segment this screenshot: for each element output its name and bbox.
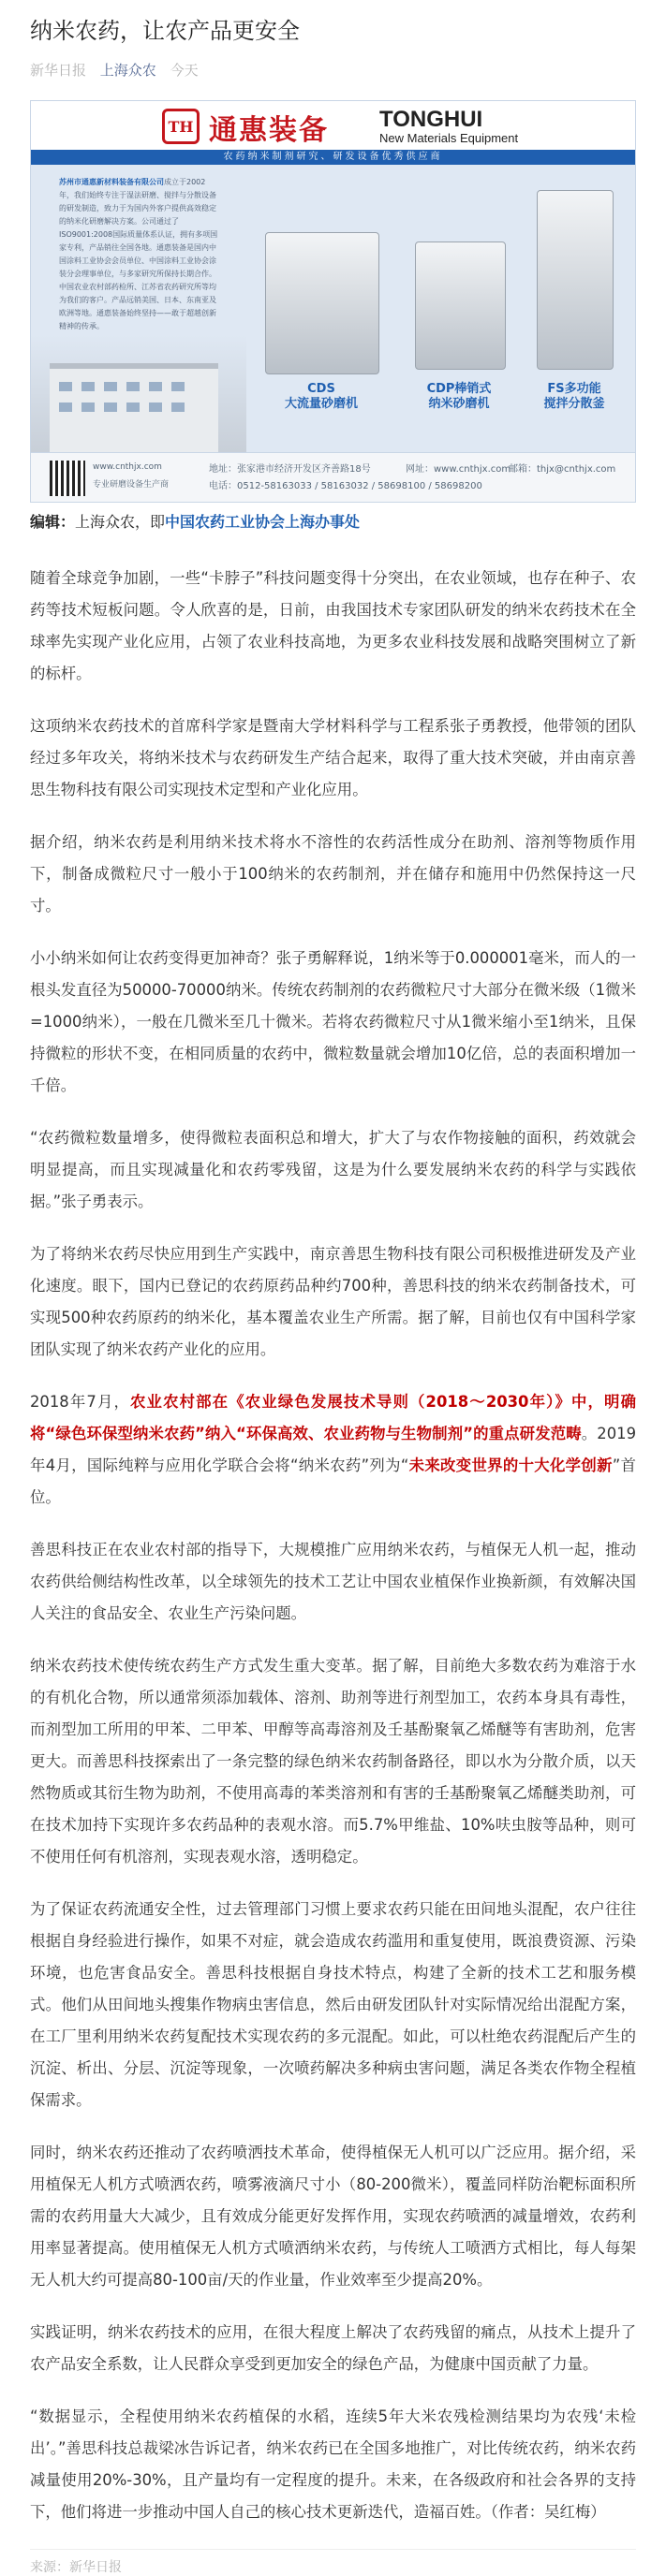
- machine-name: FS多功能: [547, 382, 601, 396]
- machine-label-cds: [256, 382, 387, 412]
- building-window: [81, 382, 95, 391]
- brand-name-en: TONGHUI: [379, 107, 483, 132]
- article-footer-source: 来源：新华日报: [30, 2549, 636, 2576]
- paragraph: 这项纳米农药技术的首席科学家是暨南大学材料科学与工程系张子勇教授，他带领的团队经过多年攻关，将纳米技术与农药研发生产结合起来，取得了重大技术突破，并由南京善思生物科技有限公司实现技术定型和产业化应用。: [30, 717, 636, 798]
- text: 。2019年4月，国际纯粹与应用化学联合会将“纳米农药”列为“: [30, 1425, 636, 1474]
- ad-footer-email: 邮箱：thjx@cnthjx.com: [509, 464, 616, 475]
- brand-subtitle: New Materials Equipment: [379, 131, 519, 145]
- ad-footer: [31, 452, 635, 503]
- ad-footer-web: www.cnthjx.com: [93, 462, 162, 472]
- editor-org: 中国农药工业协会上海办事处: [165, 513, 361, 531]
- cdp-machine-image: [415, 242, 506, 370]
- building-window: [171, 402, 185, 412]
- building-window: [104, 402, 117, 412]
- article-meta: [30, 60, 636, 80]
- article-title: 纳米农药，让农产品更安全: [30, 18, 300, 44]
- paragraph: 为了将纳米农药尽快应用到生产实践中，南京善思生物科技有限公司积极推进研发及产业化速度。眼下，国内已登记的农药原药品种约700种，善思科技的纳米农药制备技术，可实现500种农药原药的纳米化，基本覆盖农业生产所需。据了解，目前也仅有中国科学家团队实现了纳米农药产业化的应用。: [30, 1245, 636, 1358]
- ad-footer-left: 专业研磨设备生产商: [93, 480, 170, 490]
- building-window: [126, 382, 140, 391]
- editor-name: 上海众农，即: [75, 513, 166, 531]
- machine-subtitle: 大流量砂磨机: [284, 397, 358, 411]
- machine-label-fs: [523, 382, 626, 412]
- tonghui-logo-icon: TH: [162, 109, 200, 144]
- paragraph: “数据显示，全程使用纳米农药植保的水稻，连续5年大米农残检测结果均为农残‘未检出’。”善思科技总裁梁冰告诉记者，纳米农药已在全国多地推广，对比传统农药，纳米农药减量使用20%-30%，且产量均有一定程度的提升。未来，在各级政府和社会各界的支持下，他们将进一步推动中国人自己的核心技术更新迭代，造福百姓。（作者：吴红梅）: [30, 2408, 636, 2521]
- paragraph: 同时，纳米农药还推动了农药喷洒技术革命，使得植保无人机可以广泛应用。据介绍，采用植保无人机方式喷洒农药，喷雾液滴尺寸小（80-200微米），覆盖同样防治靶标面积所需的农药用量大大减少，且有效成分能更好发挥作用，实现农药喷洒的减量增效，农药利用率显著提高。使用植保无人机方式喷洒纳米农药，与传统人工喷洒方式相比，每人每架无人机大约可提高80-100亩/天的作业量，作业效率至少提高20%。: [30, 2144, 636, 2289]
- advertisement-banner: [30, 100, 636, 503]
- building-window: [171, 382, 185, 391]
- fs-machine-image: [537, 190, 614, 370]
- ad-company-intro: [59, 176, 218, 333]
- ad-intro-text: 成立于2002年，我们始终专注于湿法研磨、搅拌与分散设备的研发制造，致力于为国内外客户提供高效稳定的纳米化研磨解决方案。公司通过了ISO9001:2008国际质量体系认证，拥有多项国家专利，产品销往全国各地。通惠装备是国内中国涂料工业协会会员单位、中国涂料工业协会涂装分会理事单位，与多家研究所保持长期合作。中国农业农村部药检所、江苏省农药研究所等均为我们的客户。产品远销美国、日本、东南亚及欧洲等地。通惠装备始终坚持——敢于超越创新精神的传承。: [59, 178, 218, 330]
- machine-subtitle: 纳米砂磨机: [428, 397, 490, 411]
- machine-name: CDS: [307, 382, 335, 396]
- paragraph: 据介绍，纳米农药是利用纳米技术将水不溶性的农药活性成分在助剂、溶剂等物质作用下，制备成微粒尺寸一般小于100纳米的农药制剂，并在储存和施用中仍然保持这一尺寸。: [30, 833, 636, 915]
- highlight-text: 农业农村部在《农业绿色发展技术导则（2018～2030年）》中，明确将“绿色环保型纳米农药”纳入“环保高效、农业药物与生物制剂”的重点研发范畴: [30, 1393, 636, 1442]
- building-window: [126, 402, 140, 412]
- paragraph: 善思科技正在农业农村部的指导下，大规模推广应用纳米农药，与植保无人机一起，推动农药供给侧结构性改革，以全球领先的技术工艺让中国农业植保作业换新颜，有效解决国人关注的食品安全、农业生产污染问题。: [30, 1541, 636, 1622]
- ad-slogan-band: 农药纳米制剂研究、研发设备优秀供应商: [31, 150, 635, 165]
- machine-name: CDP棒销式: [426, 382, 492, 396]
- ad-footer-phone: 电话：0512-58163033 / 58163032 / 58698100 / 58698200: [209, 481, 482, 491]
- publish-time: 今天: [170, 62, 199, 79]
- qr-code-icon: [50, 461, 85, 496]
- building-window: [59, 382, 72, 391]
- article-source: 新华日报: [30, 62, 87, 79]
- text: ”首位。: [30, 1456, 636, 1506]
- paragraph-highlight: [30, 1386, 636, 1514]
- factory-building-body: [50, 363, 218, 458]
- cds-machine-image: [265, 232, 379, 374]
- building-window: [59, 402, 72, 412]
- building-window: [149, 382, 162, 391]
- account-link[interactable]: 上海众农: [99, 62, 156, 79]
- ad-header: [31, 101, 635, 150]
- paragraph: 小小纳米如何让农药变得更加神奇？张子勇解释说，1纳米等于0.000001毫米，而人的一根头发直径为50000-70000纳米。传统农药制剂的农药微粒尺寸大部分在微米级（1微米=1000纳米），一般在几微米至几十微米。若将农药微粒尺寸从1微米缩小至1纳米，且保持微粒的形状不变，在相同质量的农药中，微粒数量就会增加10亿倍，总的表面积增加一千倍。: [30, 949, 636, 1094]
- editor-label: 编辑：: [30, 513, 76, 531]
- brand-name-cn: 通惠装备: [209, 114, 329, 147]
- paragraph: 随着全球竞争加剧，一些“卡脖子”科技问题变得十分突出，在农业领域，也存在种子、农药等技术短板问题。令人欣喜的是，日前，由我国技术专家团队研发的纳米农药技术在全球率先实现产业化应用，占领了农业科技高地，为更多农业科技发展和战略突围树立了新的标杆。: [30, 569, 636, 682]
- paragraph: “农药微粒数量增多，使得微粒表面积总和增大，扩大了与农作物接触的面积，药效就会明显提高，而且实现减量化和农药零残留，这是为什么要发展纳米农药的科学与实践依据。”张子勇表示。: [30, 1129, 636, 1210]
- paragraph: 实践证明，纳米农药技术的应用，在很大程度上解决了农药残留的痛点，从技术上提升了农产品安全系数，让人民群众享受到更加安全的绿色产品，为健康中国贡献了力量。: [30, 2323, 636, 2373]
- ad-company-name: 苏州市通惠新材料装备有限公司: [59, 178, 164, 186]
- machine-subtitle: 搅拌分散釜: [543, 397, 605, 411]
- highlight-text: 未来改变世界的十大化学创新: [408, 1456, 613, 1474]
- paragraph: 纳米农药技术使传统农药生产方式发生重大变革。据了解，目前绝大多数农药为难溶于水的有机化合物，所以通常须添加载体、溶剂、助剂等进行剂型加工，农药本身具有毒性，而剂型加工所用的甲苯、二甲苯、甲醇等高毒溶剂及壬基酚聚氧乙烯醚等有害助剂，危害更大。而善思科技探索出了一条完整的绿色纳米农药制备路径，即以水为分散介质，以天然物质或其衍生物为助剂，不使用高毒的苯类溶剂和有害的壬基酚聚氧乙烯醚类助剂，可在技术加持下实现许多农药品种的表观水溶。而5.7%甲维盐、10%呋虫胺等品种，则可不使用任何有机溶剂，实现表观水溶，透明稳定。: [30, 1657, 636, 1866]
- building-window: [149, 402, 162, 412]
- building-window: [104, 382, 117, 391]
- editor-note: [30, 510, 636, 534]
- machine-label-cdp: [398, 382, 520, 412]
- building-window: [81, 402, 95, 412]
- ad-footer-site: 网址：www.cnthjx.com: [406, 464, 511, 475]
- text: 2018年7月，: [30, 1393, 131, 1411]
- paragraph: 为了保证农药流通安全性，过去管理部门习惯上要求农药只能在田间地头混配，农户往往根据自身经验进行操作，如果不对症，就会造成农药滥用和重复使用，既浪费资源、污染环境，也危害食品安全。善思科技根据自身技术特点，构建了全新的技术工艺和服务模式。他们从田间地头搜集作物病虫害信息，然后由研发团队针对实际情况给出混配方案，在工厂里利用纳米农药复配技术实现农药的多元混配。如此，可以杜绝农药混配后产生的沉淀、析出、分层、沉淀等现象，一次喷药解决多种病虫害问题，满足各类农作物全程植保需求。: [30, 1900, 636, 2109]
- ad-footer-address: 地址：张家港市经济开发区齐善路18号: [209, 464, 371, 475]
